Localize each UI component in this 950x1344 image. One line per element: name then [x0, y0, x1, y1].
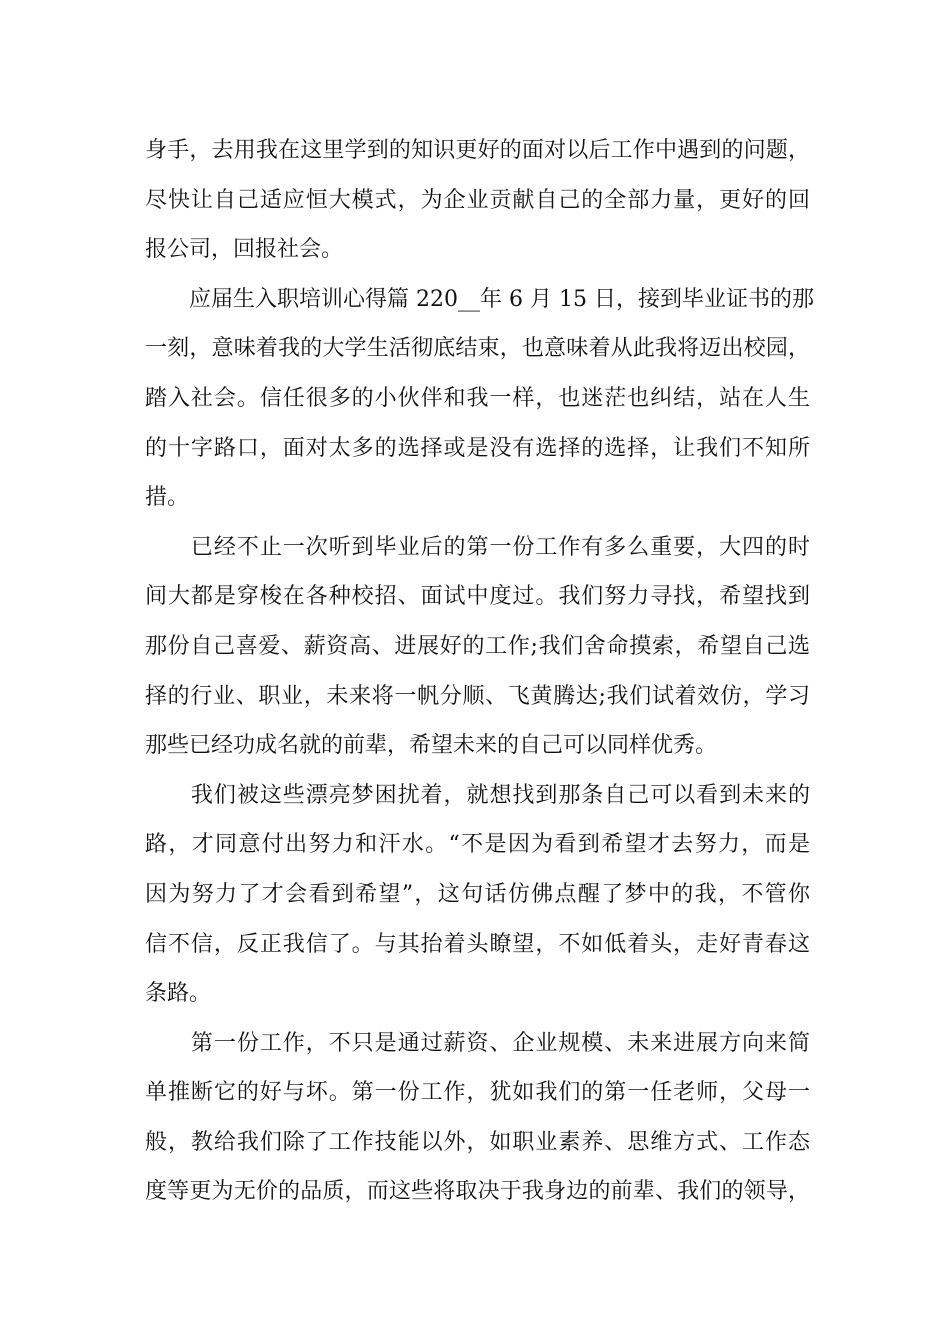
text-line: 那些已经功成名就的前辈，希望未来的自己可以同样优秀。	[145, 733, 718, 759]
text-line: 因为努力了才会看到希望”，这句话仿佛点醒了梦中的我，不管你	[145, 881, 810, 907]
text-line: 已经不止一次听到毕业后的第一份工作有多么重要，大四的时	[145, 534, 810, 560]
text-line: 那份自己喜爱、薪资高、进展好的工作;我们舍命摸索，希望自己选	[145, 633, 810, 659]
text-line: 一刻，意味着我的大学生活彻底结束，也意味着从此我将迈出校园，	[145, 336, 810, 362]
document-body	[145, 126, 814, 1217]
text-line: 身手，去用我在这里学到的知识更好的面对以后工作中遇到的问题，	[145, 138, 810, 163]
text-line: 择的行业、职业，未来将一帆分顺、飞黄腾达;我们试着效仿，学习	[145, 683, 810, 709]
text-line: 度等更为无价的品质，而这些将取决于我身边的前辈、我们的领导，	[145, 1179, 810, 1205]
text-line: 般，教给我们除了工作技能以外，如职业素养、思维方式、工作态	[145, 1129, 810, 1155]
text-line: 报公司，回报社会。	[145, 237, 344, 263]
text-line: 间大都是穿梭在各种校招、面试中度过。我们努力寻找，希望找到	[145, 584, 810, 610]
text-line: 的十字路口，面对太多的选择或是没有选择的选择，让我们不知所	[145, 435, 810, 461]
paragraph-5	[145, 1019, 810, 1217]
text-line: 条路。	[145, 981, 212, 1007]
paragraph-3	[145, 523, 810, 771]
text-line: 单推断它的好与坏。第一份工作，犹如我们的第一任老师，父母一	[145, 1080, 810, 1106]
text-line: 路，才同意付出努力和汗水。“不是因为看到希望才去努力，而是	[145, 832, 810, 858]
text-line: 第一份工作，不只是通过薪资、企业规模、未来进展方向来简	[145, 1030, 810, 1056]
text-line: 信不信，反正我信了。与其抬着头瞭望，不如低着头，走好青春这	[145, 931, 810, 957]
text-line: 我们被这些漂亮梦困扰着，就想找到那条自己可以看到未来的	[145, 782, 810, 808]
paragraph-4	[145, 771, 810, 1019]
paragraph-2	[145, 275, 814, 523]
text-line: 措。	[145, 485, 190, 511]
paragraph-1	[145, 126, 810, 275]
text-line: 应届生入职培训心得篇 220__年 6 月 15 日，接到毕业证书的那	[145, 286, 814, 312]
text-line: 踏入社会。信任很多的小伙伴和我一样，也迷茫也纠结，站在人生	[145, 385, 810, 411]
text-line: 尽快让自己适应恒大模式，为企业贡献自己的全部力量，更好的回	[145, 187, 810, 213]
